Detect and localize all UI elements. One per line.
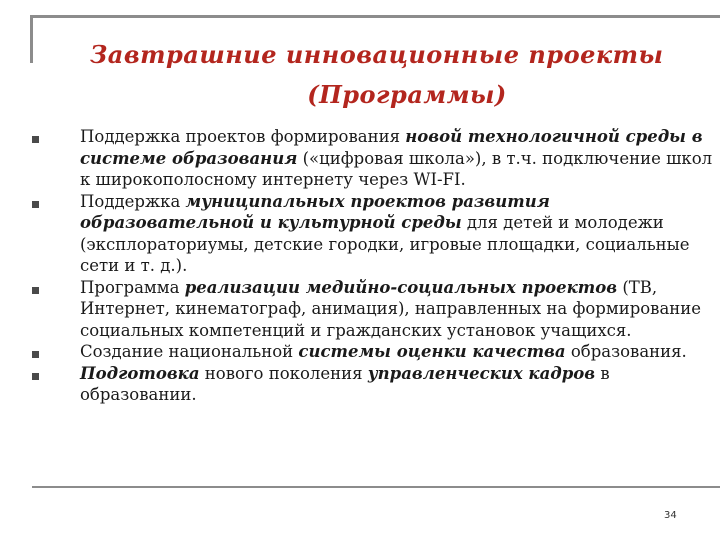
square-bullet-icon [32, 351, 39, 358]
item-text-part: Поддержка [80, 191, 186, 211]
list-item [30, 341, 720, 363]
item-text-part: (ТВ, Интернет, кинематограф, анимация), направленных на формирование социальных компетенций и гражданских установок учащихся. [80, 277, 702, 340]
item-text-part: в образовании. [80, 363, 610, 404]
list-item [30, 191, 720, 277]
bottom-frame-line [32, 486, 720, 488]
slide-title-line-2: (Программы) [307, 80, 507, 109]
page-number: 34 [664, 510, 677, 521]
project-list [30, 126, 720, 406]
square-bullet-icon [32, 287, 39, 294]
square-bullet-icon [32, 136, 39, 143]
item-text-part: Программа [80, 277, 185, 297]
item-emphasis: новой технологичной среды в системе образования [80, 127, 703, 168]
item-text-part: нового поколения [199, 363, 368, 383]
item-emphasis: реализации медийно-социальных проектов [184, 277, 618, 297]
list-item [30, 126, 720, 191]
square-bullet-icon [32, 373, 39, 380]
square-bullet-icon [32, 201, 39, 208]
item-text-part: образования. [565, 342, 687, 361]
item-emphasis: управленческих кадров [367, 363, 596, 383]
list-item [30, 363, 720, 406]
slide-title-line-1: Завтрашние инновационные проекты [90, 40, 664, 69]
item-text-part: («цифровая школа»), в т.ч. подключение школ к широкополосному интернету через WI-FI. [80, 148, 713, 189]
item-text-part: для детей и молодежи (эксплораториумы, детские городки, игровые площадки, социальные сети и т. д.). [80, 213, 690, 275]
item-text-part: Поддержка проектов формирования [80, 127, 406, 146]
list-item [30, 277, 720, 342]
left-frame-line [30, 15, 33, 63]
item-text-part: Создание национальной [80, 342, 299, 361]
slide-title [82, 35, 712, 115]
item-emphasis: системы оценки качества [298, 342, 566, 361]
item-emphasis: Подготовка [80, 363, 200, 383]
item-emphasis: муниципальных проектов развития образовательной и культурной среды [80, 191, 550, 232]
top-frame-line [32, 15, 720, 18]
